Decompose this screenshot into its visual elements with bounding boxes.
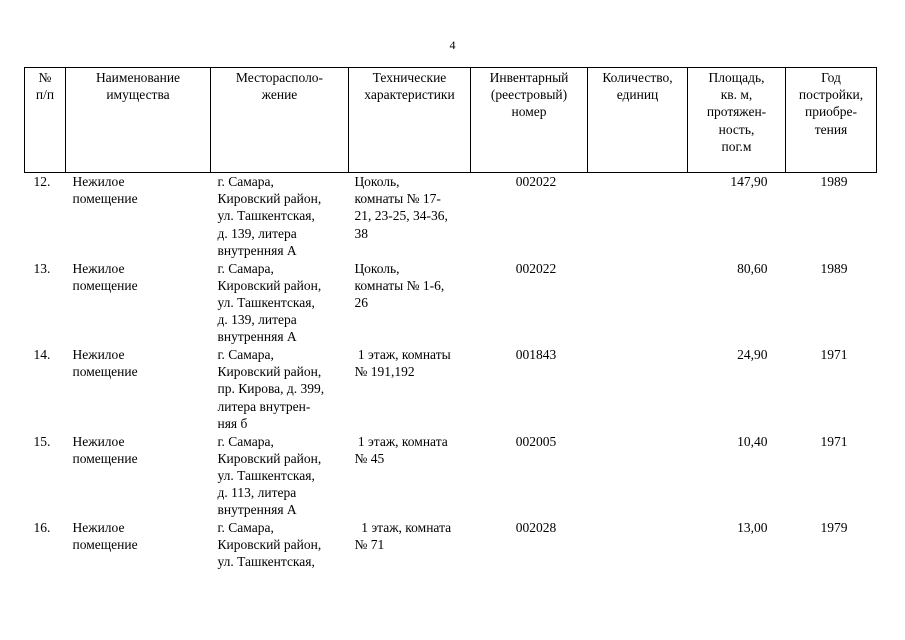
- row-tech: 1 этаж, комната № 45: [354, 433, 448, 466]
- row-area: 80,60: [737, 260, 768, 276]
- row-number: 12.: [33, 174, 51, 189]
- row-tech: Цоколь, комнаты № 1-6, 26: [354, 260, 445, 310]
- table-row: [25, 433, 877, 520]
- row-location: г. Самара, Кировский район, ул. Ташкентская, д. 139, литера внутренняя А: [217, 174, 322, 258]
- row-location: г. Самара, Кировский район, ул. Ташкентская, д. 113, литера внутренняя А: [217, 433, 322, 518]
- page-number: 4: [449, 38, 456, 52]
- row-inventory: 001843: [515, 347, 557, 362]
- row-number: 13.: [33, 260, 51, 276]
- header-area: Площадь, кв. м, протяжен- ность, пог.м: [688, 68, 786, 173]
- row-year: 1971: [820, 433, 848, 449]
- table-row: [25, 519, 877, 606]
- row-year: 1989: [820, 260, 848, 276]
- row-tech: Цоколь, комнаты № 17- 21, 23-25, 34-36, 38: [354, 174, 448, 241]
- row-area: 24,90: [737, 347, 768, 362]
- row-number: 16.: [33, 520, 51, 535]
- table-row: [25, 173, 877, 260]
- header-quantity: Количество, единиц: [588, 68, 688, 173]
- row-name: Нежилое помещение: [72, 174, 138, 207]
- table-row: [25, 346, 877, 433]
- row-name: Нежилое помещение: [72, 260, 138, 293]
- row-name: Нежилое помещение: [72, 347, 138, 380]
- table-header-row: [25, 68, 877, 173]
- row-tech: 1 этаж, комната № 71: [354, 520, 452, 553]
- row-number: 14.: [33, 347, 51, 362]
- header-tech: Технические характеристики: [349, 68, 471, 173]
- row-inventory: 002022: [515, 260, 557, 276]
- header-location: Месторасполо- жение: [211, 68, 349, 173]
- row-quantity: [588, 346, 688, 433]
- row-quantity: [588, 173, 688, 260]
- row-inventory: 002028: [515, 520, 557, 535]
- row-quantity: [588, 433, 688, 520]
- row-year: 1971: [820, 347, 848, 362]
- header-year: Год постройки, приобре- тения: [786, 68, 877, 173]
- row-quantity: [588, 519, 688, 606]
- row-quantity: [588, 260, 688, 347]
- property-table: [24, 67, 877, 606]
- row-area: 147,90: [730, 174, 768, 189]
- row-name: Нежилое помещение: [72, 520, 138, 553]
- row-area: 13,00: [737, 520, 768, 535]
- row-inventory: 002005: [515, 433, 557, 449]
- row-tech: 1 этаж, комнаты № 191,192: [354, 347, 451, 380]
- header-num: № п/п: [25, 68, 66, 173]
- row-area: 10,40: [737, 433, 768, 449]
- row-location: г. Самара, Кировский район, ул. Ташкентская,: [217, 520, 322, 570]
- row-year: 1979: [820, 520, 848, 535]
- header-inventory: Инвентарный (реестровый) номер: [471, 68, 588, 173]
- table-row: [25, 260, 877, 347]
- row-name: Нежилое помещение: [72, 433, 138, 466]
- row-number: 15.: [33, 433, 51, 449]
- row-location: г. Самара, Кировский район, ул. Ташкентская, д. 139, литера внутренняя А: [217, 260, 322, 345]
- row-inventory: 002022: [515, 174, 557, 189]
- header-name: Наименование имущества: [66, 68, 211, 173]
- row-location: г. Самара, Кировский район, пр. Кирова, д. 399, литера внутрен- няя б: [217, 347, 325, 431]
- row-year: 1989: [820, 174, 848, 189]
